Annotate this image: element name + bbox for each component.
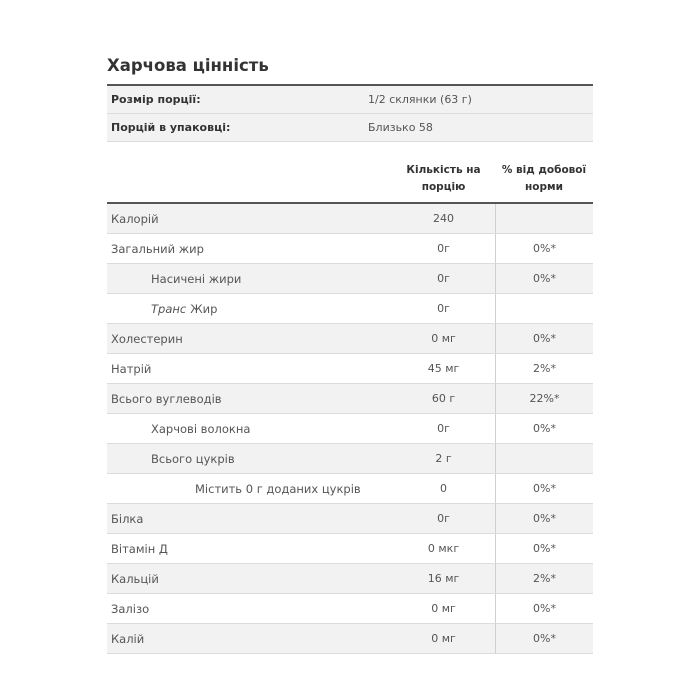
nutrient-daily-value [495,204,593,233]
nutrient-daily-value: 0%* [495,504,593,533]
nutrient-daily-value: 0%* [495,534,593,563]
nutrient-daily-value: 0%* [495,474,593,503]
nutrition-title: Харчова цінність [107,52,593,86]
nutrient-name: Залізо [111,601,150,616]
nutrient-row [107,204,593,234]
nutrient-row [107,624,593,654]
nutrient-name: Всього вуглеводів [111,391,222,406]
nutrient-amount: 0г [437,302,450,315]
nutrient-name: Загальний жир [111,241,204,256]
nutrient-amount: 0г [437,512,450,525]
nutrient-name [107,294,392,323]
nutrient-row [107,504,593,534]
nutrient-amount: 0 мг [431,632,456,645]
column-header-amount [392,162,495,196]
nutrient-name: Кальцій [111,571,159,586]
nutrient-row [107,444,593,474]
nutrient-daily-value: 22%* [495,384,593,413]
nutrient-name: Містить 0 г доданих цукрів [195,481,361,496]
nutrient-name: Всього цукрів [151,451,235,466]
column-header-amount-line2: порцію [421,181,466,193]
nutrient-row [107,534,593,564]
column-header-daily-line1: % від добової [501,164,587,176]
nutrient-name-text: Жир [190,301,218,316]
nutrient-daily-value: 2%* [495,354,593,383]
nutrient-daily-value: 0%* [495,324,593,353]
serving-size-row [107,86,593,114]
column-header-amount-line1: Кількість на [406,164,481,176]
servings-per-pack-row [107,114,593,142]
nutrient-row [107,234,593,264]
nutrient-name: Насичені жири [151,271,242,286]
nutrient-amount: 240 [433,212,454,225]
nutrient-amount: 0 мг [431,602,456,615]
nutrient-name-italic: Транс [151,301,187,316]
nutrient-amount: 2 г [435,452,452,465]
nutrient-row [107,474,593,504]
serving-size-value: 1/2 склянки (63 г) [368,93,472,106]
nutrient-name: Натрій [111,361,152,376]
nutrient-name: Харчові волокна [151,421,251,436]
column-header-daily [495,162,593,196]
nutrient-daily-value: 0%* [495,624,593,653]
nutrient-name: Калій [111,631,145,646]
nutrient-row [107,384,593,414]
nutrient-daily-value: 0%* [495,414,593,443]
nutrient-daily-value [495,444,593,473]
nutrient-amount: 0г [437,422,450,435]
nutrient-amount: 16 мг [427,572,460,585]
column-header-daily-line2: норми [525,181,563,193]
nutrient-amount: 0 [440,482,447,495]
nutrient-table [107,204,593,654]
nutrient-name: Вітамін Д [111,541,168,556]
nutrient-daily-value: 0%* [495,264,593,293]
nutrient-row [107,264,593,294]
nutrient-row [107,414,593,444]
nutrient-name: Білка [111,511,144,526]
spacer [107,142,593,156]
nutrient-amount: 45 мг [427,362,460,375]
servings-per-pack-label: Порцій в упаковці: [111,121,231,134]
nutrient-daily-value: 2%* [495,564,593,593]
servings-per-pack-value: Близько 58 [368,121,433,134]
nutrient-row [107,324,593,354]
nutrient-amount: 0г [437,272,450,285]
nutrition-facts-panel [107,52,593,654]
column-header-row [107,156,593,204]
nutrient-daily-value: 0%* [495,594,593,623]
nutrient-amount: 0 мкг [427,542,460,555]
nutrient-daily-value: 0%* [495,234,593,263]
nutrient-amount: 0 мг [431,332,456,345]
nutrient-name: Холестерин [111,331,183,346]
nutrient-row [107,354,593,384]
nutrient-name: Калорій [111,211,159,226]
nutrient-daily-value [495,294,593,323]
nutrient-amount: 60 г [431,392,456,405]
nutrient-row [107,294,593,324]
nutrient-row [107,594,593,624]
nutrient-row [107,564,593,594]
nutrient-amount: 0г [437,242,450,255]
serving-size-label: Розмір порції: [111,93,201,106]
